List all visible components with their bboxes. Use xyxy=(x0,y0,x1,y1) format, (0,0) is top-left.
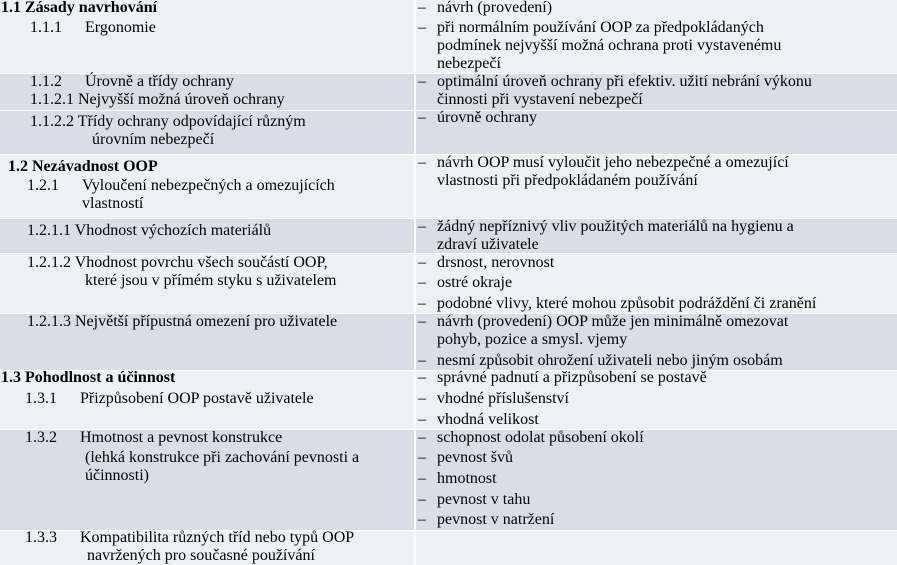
list-item: správné padnutí a přizpůsobení se postavě xyxy=(437,369,707,386)
bullet-dash: – xyxy=(418,0,426,16)
bullet-dash: – xyxy=(418,295,426,312)
list-item-continuation: pohyb, pozice a smysl. vjemy xyxy=(437,331,628,348)
list-item: návrh OOP musí vyloučit jeho nebezpečné a omezující xyxy=(437,154,789,171)
section-number: 1.3.1 xyxy=(25,390,57,407)
bullet-dash: – xyxy=(418,369,426,386)
section-title: Kompatibilita různých tříd nebo typů OOP xyxy=(80,529,355,546)
subsection-item: 1.2.1.3 Největší přípustná omezení pro uživatele xyxy=(27,313,338,330)
list-item: při normálním používání OOP za předpokládaných xyxy=(437,19,764,36)
bullet-dash: – xyxy=(418,274,426,291)
list-item: podobné vlivy, které mohou způsobit podráždění či zranění xyxy=(437,295,817,312)
bullet-dash: – xyxy=(418,390,426,407)
section-heading: 1.1 Zásady navrhování xyxy=(1,0,158,16)
list-item-continuation: zdraví uživatele xyxy=(437,236,539,253)
section-title: Úrovně a třídy ochrany xyxy=(85,73,234,90)
list-item-continuation: nebezpečí xyxy=(437,55,501,72)
section-number: 1.2.1 xyxy=(27,177,59,194)
bullet-dash: – xyxy=(418,511,426,528)
list-item: návrh (provedení) OOP může jen minimálně omezovat xyxy=(437,313,789,330)
list-item: optimální úroveň ochrany při efektiv. užití nebrání výkonu xyxy=(437,73,812,90)
section-note-continuation: účinnosti) xyxy=(85,467,149,484)
list-item: úrovně ochrany xyxy=(437,109,537,126)
list-item-continuation: činnosti při vystavení nebezpečí xyxy=(437,91,643,108)
list-item: žádný nepříznivý vliv použitých materiálů na hygienu a xyxy=(437,218,794,235)
bullet-dash: – xyxy=(418,73,426,90)
bullet-dash: – xyxy=(418,470,426,487)
subsection-continuation: které jsou v přímém styku s uživatelem xyxy=(85,272,337,289)
bullet-dash: – xyxy=(418,491,426,508)
subsection-item: 1.1.2.1 Nejvyšší možná úroveň ochrany xyxy=(30,91,285,108)
section-number: 1.1.2 xyxy=(30,73,62,90)
section-title: Vyloučení nebezpečných a omezujících xyxy=(82,177,335,194)
list-item: pevnost švů xyxy=(437,449,513,466)
bullet-dash: – xyxy=(418,429,426,446)
section-number: 1.3.3 xyxy=(25,529,57,546)
list-item: ostré okraje xyxy=(437,274,513,291)
section-heading: 1.3 Pohodlnost a účinnost xyxy=(1,369,176,386)
section-heading: 1.2 Nezávadnost OOP xyxy=(8,158,158,175)
bullet-dash: – xyxy=(418,352,426,369)
bullet-dash: – xyxy=(418,411,426,428)
subsection-item: 1.1.2.2 Třídy ochrany odpovídající různým xyxy=(30,113,306,130)
list-item: vhodná velikost xyxy=(437,411,539,428)
list-item-continuation: podmínek nejvyšší možná ochrana proti vystavenému xyxy=(437,37,782,54)
subsection-item: 1.2.1.1 Vhodnost výchozích materiálů xyxy=(27,222,272,239)
bullet-dash: – xyxy=(418,109,426,126)
section-title: Hmotnost a pevnost konstrukce xyxy=(80,429,283,446)
list-item: návrh (provedení) xyxy=(437,0,553,16)
bullet-dash: – xyxy=(418,313,426,330)
bullet-dash: – xyxy=(418,154,426,171)
list-item: vhodné příslušenství xyxy=(437,390,569,407)
section-note: (lehká konstrukce při zachování pevnosti a xyxy=(85,449,360,466)
list-item-continuation: vlastnosti při předpokládaném používání xyxy=(437,172,698,189)
subsection-item: 1.2.1.2 Vhodnost povrchu všech součástí OOP, xyxy=(27,254,328,271)
bullet-dash: – xyxy=(418,218,426,235)
list-item: hmotnost xyxy=(437,470,497,487)
column-divider xyxy=(414,0,416,565)
section-title: Přizpůsobení OOP postavě uživatele xyxy=(80,390,314,407)
section-title-continuation: vlastností xyxy=(82,195,144,212)
section-title: Ergonomie xyxy=(85,19,156,36)
list-item: drsnost, nerovnost xyxy=(437,254,555,271)
section-title-continuation: navržených pro současné používání xyxy=(87,547,315,564)
list-item: pevnost v tahu xyxy=(437,491,531,508)
bullet-dash: – xyxy=(418,449,426,466)
section-number: 1.1.1 xyxy=(30,19,62,36)
section-number: 1.3.2 xyxy=(25,429,57,446)
subsection-continuation: úrovním nebezpečí xyxy=(92,131,215,148)
list-item: nesmí způsobit ohrožení uživateli nebo jiným osobám xyxy=(437,352,783,369)
bullet-dash: – xyxy=(418,19,426,36)
list-item: pevnost v natržení xyxy=(437,511,555,528)
list-item: schopnost odolat působení okolí xyxy=(437,429,644,446)
bullet-dash: – xyxy=(418,254,426,271)
